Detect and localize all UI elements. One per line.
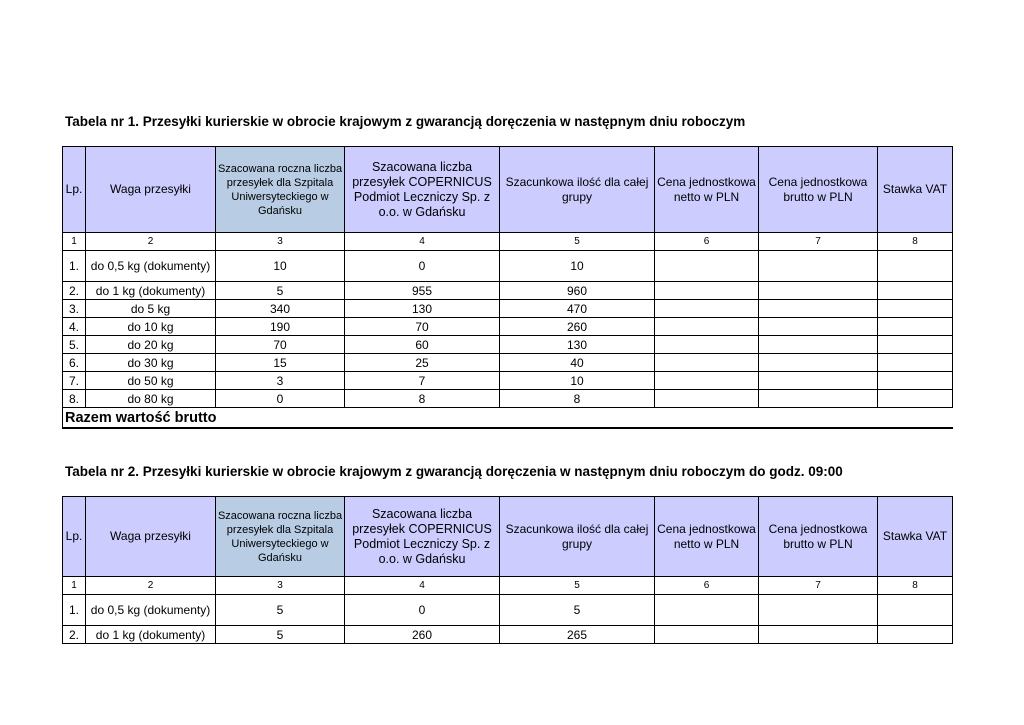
header-szac-szpital: Szacowana roczna liczba przesyłek dla Szpitala Uniwersyteckiego w Gdańsku bbox=[216, 497, 345, 577]
cell-grupa: 960 bbox=[500, 282, 655, 300]
total-label: Razem wartość brutto bbox=[63, 408, 345, 429]
header-waga: Waga przesyłki bbox=[86, 497, 216, 577]
col-num: 3 bbox=[216, 577, 345, 595]
cell-waga: do 5 kg bbox=[86, 300, 216, 318]
table-row bbox=[63, 336, 953, 354]
cell-grupa: 265 bbox=[500, 626, 655, 644]
cell-cena-netto[interactable] bbox=[655, 372, 759, 390]
cell-cena-brutto[interactable] bbox=[759, 390, 878, 408]
cell-cena-netto[interactable] bbox=[655, 318, 759, 336]
cell-lp: 4. bbox=[63, 318, 86, 336]
cell-szpital: 340 bbox=[216, 300, 345, 318]
cell-grupa: 40 bbox=[500, 354, 655, 372]
cell-waga: do 30 kg bbox=[86, 354, 216, 372]
table2-header-row bbox=[63, 497, 953, 577]
cell-waga: do 10 kg bbox=[86, 318, 216, 336]
cell-cena-netto[interactable] bbox=[655, 251, 759, 282]
table1-header-row bbox=[63, 147, 953, 233]
cell-copernicus: 70 bbox=[345, 318, 500, 336]
col-num: 6 bbox=[655, 233, 759, 251]
col-num: 2 bbox=[86, 233, 216, 251]
cell-vat[interactable] bbox=[878, 595, 953, 626]
cell-lp: 8. bbox=[63, 390, 86, 408]
col-num: 1 bbox=[63, 577, 86, 595]
col-num: 2 bbox=[86, 577, 216, 595]
col-num: 7 bbox=[759, 233, 878, 251]
col-num: 4 bbox=[345, 577, 500, 595]
cell-cena-netto[interactable] bbox=[655, 595, 759, 626]
cell-waga: do 80 kg bbox=[86, 390, 216, 408]
cell-waga: do 0,5 kg (dokumenty) bbox=[86, 251, 216, 282]
cell-szpital: 10 bbox=[216, 251, 345, 282]
table-row bbox=[63, 282, 953, 300]
cell-vat[interactable] bbox=[878, 282, 953, 300]
cell-grupa: 10 bbox=[500, 251, 655, 282]
table1 bbox=[62, 146, 953, 429]
cell-cena-brutto[interactable] bbox=[759, 251, 878, 282]
header-cena-brutto: Cena jednostkowa brutto w PLN bbox=[759, 497, 878, 577]
table-row bbox=[63, 390, 953, 408]
cell-cena-brutto[interactable] bbox=[759, 372, 878, 390]
cell-grupa: 130 bbox=[500, 336, 655, 354]
cell-copernicus: 955 bbox=[345, 282, 500, 300]
header-szac-copernicus: Szacowana liczba przesyłek COPERNICUS Podmiot Leczniczy Sp. z o.o. w Gdańsku bbox=[345, 497, 500, 577]
col-num: 5 bbox=[500, 233, 655, 251]
cell-cena-netto[interactable] bbox=[655, 300, 759, 318]
cell-szpital: 70 bbox=[216, 336, 345, 354]
cell-lp: 1. bbox=[63, 251, 86, 282]
cell-szpital: 5 bbox=[216, 626, 345, 644]
cell-vat[interactable] bbox=[878, 372, 953, 390]
table-row bbox=[63, 318, 953, 336]
cell-grupa: 8 bbox=[500, 390, 655, 408]
table1-total-row bbox=[63, 408, 953, 429]
header-cena-netto: Cena jednostkowa netto w PLN bbox=[655, 147, 759, 233]
header-vat: Stawka VAT bbox=[878, 147, 953, 233]
header-cena-brutto: Cena jednostkowa brutto w PLN bbox=[759, 147, 878, 233]
cell-cena-brutto[interactable] bbox=[759, 318, 878, 336]
cell-waga: do 1 kg (dokumenty) bbox=[86, 282, 216, 300]
header-lp: Lp. bbox=[63, 147, 86, 233]
header-lp: Lp. bbox=[63, 497, 86, 577]
table-row bbox=[63, 372, 953, 390]
cell-vat[interactable] bbox=[878, 354, 953, 372]
cell-lp: 2. bbox=[63, 282, 86, 300]
cell-copernicus: 130 bbox=[345, 300, 500, 318]
cell-lp: 1. bbox=[63, 595, 86, 626]
table1-column-numbers bbox=[63, 233, 953, 251]
cell-grupa: 470 bbox=[500, 300, 655, 318]
cell-copernicus: 7 bbox=[345, 372, 500, 390]
cell-szpital: 3 bbox=[216, 372, 345, 390]
col-num: 1 bbox=[63, 233, 86, 251]
cell-cena-netto[interactable] bbox=[655, 282, 759, 300]
total-value[interactable] bbox=[345, 408, 953, 429]
cell-cena-brutto[interactable] bbox=[759, 282, 878, 300]
col-num: 5 bbox=[500, 577, 655, 595]
cell-vat[interactable] bbox=[878, 251, 953, 282]
cell-waga: do 0,5 kg (dokumenty) bbox=[86, 595, 216, 626]
cell-lp: 7. bbox=[63, 372, 86, 390]
cell-copernicus: 0 bbox=[345, 595, 500, 626]
header-szac-szpital: Szacowana roczna liczba przesyłek dla Szpitala Uniwersyteckiego w Gdańsku bbox=[216, 147, 345, 233]
cell-waga: do 1 kg (dokumenty) bbox=[86, 626, 216, 644]
table-row bbox=[63, 300, 953, 318]
header-vat: Stawka VAT bbox=[878, 497, 953, 577]
cell-cena-brutto[interactable] bbox=[759, 626, 878, 644]
cell-vat[interactable] bbox=[878, 626, 953, 644]
header-cena-netto: Cena jednostkowa netto w PLN bbox=[655, 497, 759, 577]
cell-cena-brutto[interactable] bbox=[759, 336, 878, 354]
cell-waga: do 50 kg bbox=[86, 372, 216, 390]
cell-szpital: 5 bbox=[216, 282, 345, 300]
cell-szpital: 5 bbox=[216, 595, 345, 626]
table-row bbox=[63, 626, 953, 644]
col-num: 8 bbox=[878, 233, 953, 251]
cell-copernicus: 260 bbox=[345, 626, 500, 644]
col-num: 6 bbox=[655, 577, 759, 595]
cell-lp: 5. bbox=[63, 336, 86, 354]
col-num: 3 bbox=[216, 233, 345, 251]
cell-vat[interactable] bbox=[878, 318, 953, 336]
cell-copernicus: 60 bbox=[345, 336, 500, 354]
cell-cena-netto[interactable] bbox=[655, 336, 759, 354]
col-num: 8 bbox=[878, 577, 953, 595]
cell-cena-netto[interactable] bbox=[655, 354, 759, 372]
table1-title: Tabela nr 1. Przesyłki kurierskie w obrocie krajowym z gwarancją doręczenia w następnym dniu roboczym bbox=[65, 114, 746, 129]
cell-copernicus: 8 bbox=[345, 390, 500, 408]
header-szac-copernicus: Szacowana liczba przesyłek COPERNICUS Podmiot Leczniczy Sp. z o.o. w Gdańsku bbox=[345, 147, 500, 233]
cell-lp: 2. bbox=[63, 626, 86, 644]
table-row bbox=[63, 251, 953, 282]
cell-copernicus: 0 bbox=[345, 251, 500, 282]
col-num: 7 bbox=[759, 577, 878, 595]
cell-vat[interactable] bbox=[878, 300, 953, 318]
cell-cena-netto[interactable] bbox=[655, 626, 759, 644]
header-szac-grupa: Szacunkowa ilość dla całej grupy bbox=[500, 497, 655, 577]
cell-cena-brutto[interactable] bbox=[759, 595, 878, 626]
header-szac-grupa: Szacunkowa ilość dla całej grupy bbox=[500, 147, 655, 233]
cell-copernicus: 25 bbox=[345, 354, 500, 372]
cell-grupa: 5 bbox=[500, 595, 655, 626]
cell-cena-netto[interactable] bbox=[655, 390, 759, 408]
cell-waga: do 20 kg bbox=[86, 336, 216, 354]
table-row bbox=[63, 354, 953, 372]
cell-vat[interactable] bbox=[878, 390, 953, 408]
table2-title: Tabela nr 2. Przesyłki kurierskie w obrocie krajowym z gwarancją doręczenia w następnym dniu roboczym do godz. 09:00 bbox=[65, 464, 843, 479]
table-row bbox=[63, 595, 953, 626]
cell-cena-brutto[interactable] bbox=[759, 300, 878, 318]
col-num: 4 bbox=[345, 233, 500, 251]
cell-lp: 6. bbox=[63, 354, 86, 372]
cell-cena-brutto[interactable] bbox=[759, 354, 878, 372]
cell-szpital: 190 bbox=[216, 318, 345, 336]
cell-lp: 3. bbox=[63, 300, 86, 318]
cell-szpital: 0 bbox=[216, 390, 345, 408]
cell-szpital: 15 bbox=[216, 354, 345, 372]
cell-vat[interactable] bbox=[878, 336, 953, 354]
table2-column-numbers bbox=[63, 577, 953, 595]
cell-grupa: 10 bbox=[500, 372, 655, 390]
cell-grupa: 260 bbox=[500, 318, 655, 336]
header-waga: Waga przesyłki bbox=[86, 147, 216, 233]
table2 bbox=[62, 496, 953, 644]
